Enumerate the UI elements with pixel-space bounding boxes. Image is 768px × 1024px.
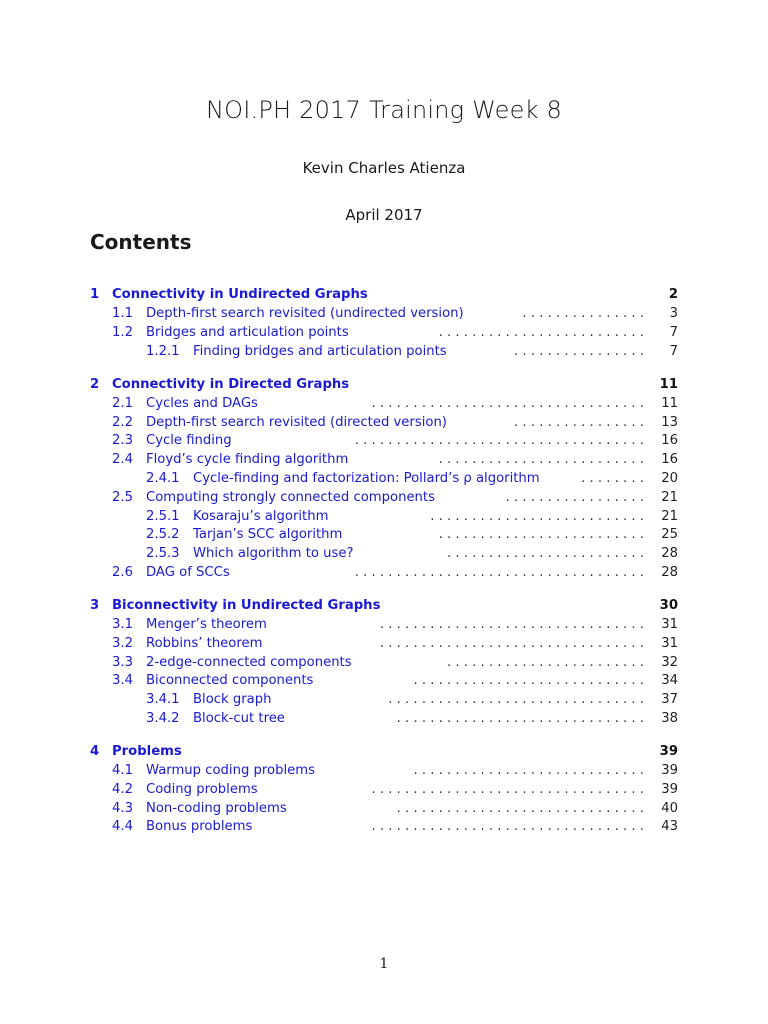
toc-page-number: 21 <box>661 490 678 505</box>
toc-entry[interactable] <box>0 413 768 432</box>
toc-leader-dots: . . . . . . . . . . . . . . . . . . . . . . . . . . . . . . . . <box>379 617 644 632</box>
toc-number: 4.3 <box>112 801 133 816</box>
toc-title[interactable]: Kosaraju’s algorithm <box>193 509 329 524</box>
toc-page-number: 11 <box>661 396 678 411</box>
toc-title[interactable]: Non-coding problems <box>146 801 287 816</box>
document-author: Kevin Charles Atienza <box>302 159 466 177</box>
toc-entry[interactable] <box>0 544 768 563</box>
toc-entry[interactable] <box>0 469 768 488</box>
toc-leader-dots: . . . . . . . . . . . . . . . . . . . . . . . . . . . . . . . <box>388 692 644 707</box>
toc-entry[interactable] <box>0 304 768 323</box>
toc-leader-dots: . . . . . . . . . . . . . . . . . <box>505 490 644 505</box>
toc-entry[interactable] <box>0 653 768 672</box>
toc-page-number: 39 <box>659 744 678 759</box>
toc-page-number: 28 <box>661 565 678 580</box>
toc-entry[interactable] <box>0 671 768 690</box>
toc-number: 3.1 <box>112 617 133 632</box>
toc-leader-dots: . . . . . . . . . . . . . . . . . . . . . . . . <box>446 655 644 670</box>
toc-number: 1.2.1 <box>146 344 180 359</box>
toc-number: 4.2 <box>112 782 133 797</box>
toc-entry[interactable] <box>0 799 768 818</box>
toc-entry[interactable] <box>0 634 768 653</box>
toc-title[interactable]: DAG of SCCs <box>146 565 230 580</box>
toc-number: 4.4 <box>112 819 133 834</box>
toc-number: 1.2 <box>112 325 133 340</box>
toc-leader-dots: . . . . . . . . . . . . . . . . . . . . . . . . . . . . . . <box>396 801 644 816</box>
toc-entry[interactable] <box>0 394 768 413</box>
toc-leader-dots: . . . . . . . . . . . . . . . . . . . . . . . . . . . . . . . . . <box>371 819 644 834</box>
toc-number: 4.1 <box>112 763 133 778</box>
toc-title[interactable]: Which algorithm to use? <box>193 546 354 561</box>
toc-leader-dots: . . . . . . . . . . . . . . . . . . . . . . . . <box>446 546 644 561</box>
toc-entry[interactable] <box>0 431 768 450</box>
toc-page-number: 20 <box>661 471 678 486</box>
toc-page-number: 16 <box>661 452 678 467</box>
toc-number: 3 <box>90 598 100 613</box>
toc-entry[interactable] <box>0 488 768 507</box>
toc-page-number: 31 <box>661 636 678 651</box>
toc-page-number: 39 <box>661 782 678 797</box>
toc-page-number: 28 <box>661 546 678 561</box>
toc-number: 2 <box>90 377 100 392</box>
toc-leader-dots: . . . . . . . . . . . . . . . . . . . . . . . . . . . . . . . . . . . <box>354 433 644 448</box>
toc-title[interactable]: Tarjan’s SCC algorithm <box>193 527 343 542</box>
toc-page-number: 43 <box>661 819 678 834</box>
toc-entry[interactable] <box>0 761 768 780</box>
toc-section[interactable] <box>0 596 768 615</box>
toc-page-number: 34 <box>661 673 678 688</box>
toc-title[interactable]: Problems <box>112 744 182 759</box>
toc-page-number: 7 <box>669 344 678 359</box>
toc-entry[interactable] <box>0 709 768 728</box>
toc-title[interactable]: Bonus problems <box>146 819 253 834</box>
toc-entry[interactable] <box>0 780 768 799</box>
toc-number: 2.5.2 <box>146 527 180 542</box>
toc-title[interactable]: Robbins’ theorem <box>146 636 263 651</box>
toc-title[interactable]: Block-cut tree <box>193 711 285 726</box>
toc-number: 2.1 <box>112 396 133 411</box>
toc-leader-dots: . . . . . . . . <box>581 471 644 486</box>
toc-entry[interactable] <box>0 690 768 709</box>
document-date: April 2017 <box>345 206 423 224</box>
toc-page-number: 7 <box>669 325 678 340</box>
toc-entry[interactable] <box>0 615 768 634</box>
toc-title[interactable]: 2-edge-connected components <box>146 655 352 670</box>
toc-number: 2.6 <box>112 565 133 580</box>
toc-page-number: 3 <box>669 306 678 321</box>
toc-leader-dots: . . . . . . . . . . . . . . . . . . . . . . . . . . . . . . . . . <box>371 396 644 411</box>
toc-leader-dots: . . . . . . . . . . . . . . . . <box>514 344 644 359</box>
toc-page-number: 21 <box>661 509 678 524</box>
toc-number: 2.5.3 <box>146 546 180 561</box>
toc-leader-dots: . . . . . . . . . . . . . . . . <box>514 415 644 430</box>
toc-entry[interactable] <box>0 342 768 361</box>
toc-leader-dots: . . . . . . . . . . . . . . . . . . . . . . . . . . . . . . . . <box>379 636 644 651</box>
page-number: 1 <box>379 956 389 972</box>
toc-number: 3.2 <box>112 636 133 651</box>
toc-leader-dots: . . . . . . . . . . . . . . . . . . . . . . . . . . . . . . <box>396 711 644 726</box>
toc-title[interactable]: Floyd’s cycle finding algorithm <box>146 452 349 467</box>
toc-page-number: 32 <box>661 655 678 670</box>
toc-leader-dots: . . . . . . . . . . . . . . . . . . . . . . . . . <box>438 325 644 340</box>
toc-page-number: 39 <box>661 763 678 778</box>
toc-page-number: 11 <box>659 377 678 392</box>
toc-entry[interactable] <box>0 507 768 526</box>
toc-number: 2.2 <box>112 415 133 430</box>
toc-leader-dots: . . . . . . . . . . . . . . . . . . . . . . . . . . . . . . . . . <box>371 782 644 797</box>
toc-title[interactable]: Cycles and DAGs <box>146 396 258 411</box>
toc-number: 1.1 <box>112 306 133 321</box>
toc-leader-dots: . . . . . . . . . . . . . . . . . . . . . . . . . . <box>430 509 644 524</box>
toc-title[interactable]: Biconnectivity in Undirected Graphs <box>112 598 381 613</box>
toc-title[interactable]: Biconnected components <box>146 673 314 688</box>
toc-section[interactable] <box>0 375 768 394</box>
toc-title[interactable]: Warmup coding problems <box>146 763 315 778</box>
toc-number: 3.3 <box>112 655 133 670</box>
toc-number: 2.4.1 <box>146 471 180 486</box>
toc-leader-dots: . . . . . . . . . . . . . . . . . . . . . . . . . . . . <box>413 763 644 778</box>
document-title: NOI.PH 2017 Training Week 8 <box>206 96 562 124</box>
toc-number: 3.4.1 <box>146 692 180 707</box>
toc-page-number: 2 <box>668 287 678 302</box>
toc-number: 2.5.1 <box>146 509 180 524</box>
toc-page-number: 30 <box>659 598 678 613</box>
toc-number: 3.4.2 <box>146 711 180 726</box>
toc-page-number: 31 <box>661 617 678 632</box>
toc-number: 2.3 <box>112 433 133 448</box>
toc-entry[interactable] <box>0 323 768 342</box>
toc-number: 4 <box>90 744 100 759</box>
toc-number: 2.5 <box>112 490 133 505</box>
toc-number: 2.4 <box>112 452 133 467</box>
toc-title[interactable]: Block graph <box>193 692 272 707</box>
toc-title[interactable]: Bridges and articulation points <box>146 325 349 340</box>
toc-page-number: 25 <box>661 527 678 542</box>
toc-page-number: 40 <box>661 801 678 816</box>
toc-entry[interactable] <box>0 563 768 582</box>
toc-entry[interactable] <box>0 450 768 469</box>
toc-page-number: 37 <box>661 692 678 707</box>
toc-leader-dots: . . . . . . . . . . . . . . . . . . . . . . . . . <box>438 452 644 467</box>
toc-title[interactable]: Cycle finding <box>146 433 232 448</box>
toc-section[interactable] <box>0 285 768 304</box>
toc-page-number: 38 <box>661 711 678 726</box>
toc-entry[interactable] <box>0 817 768 836</box>
contents-heading: Contents <box>90 230 192 254</box>
toc-page-number: 13 <box>661 415 678 430</box>
toc-title[interactable]: Connectivity in Directed Graphs <box>112 377 350 392</box>
toc-title[interactable]: Computing strongly connected components <box>146 490 435 505</box>
toc-number: 1 <box>90 287 100 302</box>
toc-leader-dots: . . . . . . . . . . . . . . . . . . . . . . . . . . . . . . . . . . . <box>354 565 644 580</box>
toc-title[interactable]: Menger’s theorem <box>146 617 267 632</box>
toc-leader-dots: . . . . . . . . . . . . . . . . . . . . . . . . . <box>438 527 644 542</box>
toc-title[interactable]: Depth-first search revisited (undirected version) <box>146 306 464 321</box>
toc-entry[interactable] <box>0 525 768 544</box>
toc-number: 3.4 <box>112 673 133 688</box>
toc-page-number: 16 <box>661 433 678 448</box>
toc-leader-dots: . . . . . . . . . . . . . . . . . . . . . . . . . . . . <box>413 673 644 688</box>
toc-title[interactable]: Coding problems <box>146 782 258 797</box>
toc-title[interactable]: Depth-first search revisited (directed version) <box>146 415 447 430</box>
toc-section[interactable] <box>0 742 768 761</box>
toc-leader-dots: . . . . . . . . . . . . . . . <box>522 306 644 321</box>
toc-title[interactable]: Cycle-finding and factorization: Pollard’s ρ algorithm <box>193 471 540 486</box>
toc-title[interactable]: Connectivity in Undirected Graphs <box>112 287 368 302</box>
toc-title[interactable]: Finding bridges and articulation points <box>193 344 447 359</box>
